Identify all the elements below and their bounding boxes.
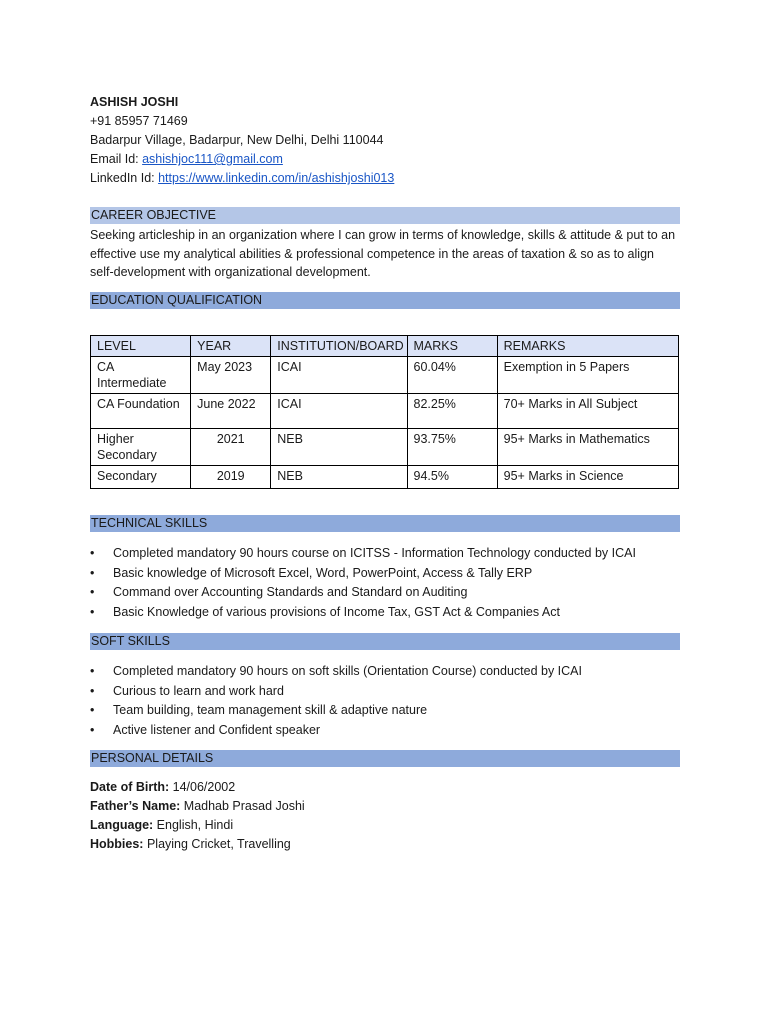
education-table [90,335,679,489]
linkedin-label: LinkedIn Id: [90,171,159,185]
date-of-birth-label: Date of Birth: [90,780,170,794]
hobbies-label: Hobbies: [90,837,144,851]
table-row [91,429,679,466]
list-item-text: Team building, team management skill & adaptive nature [113,703,428,717]
date-of-birth [90,778,235,797]
hobbies-value: Playing Cricket, Travelling [143,837,291,851]
table-row [91,394,679,429]
cell-institution: ICAI [271,394,407,429]
bullet-icon: • [90,683,95,698]
career-objective-text: Seeking articleship in an organization where I can grow in terms of knowledge, skills & attitude & put to an effective use my analytical abilities & professional competence in the areas of taxation & so as to align self-development with organizational development. [90,228,676,279]
language-label: Language: [90,818,154,832]
linkedin-link[interactable]: https://www.linkedin.com/in/ashishjoshi013 [158,171,395,185]
list-item [90,682,680,702]
list-item-text: Command over Accounting Standards and Standard on Auditing [113,585,468,599]
email-label: Email Id: [90,152,143,166]
fathers-name-value: Madhab Prasad Joshi [180,799,305,813]
language-value: English, Hindi [153,818,234,832]
list-item-text: Active listener and Confident speaker [113,722,321,737]
bullet-icon: • [90,722,95,737]
phone-number: +91 85957 71469 [90,114,188,128]
table-row [91,357,679,394]
cell-marks: 82.25% [407,394,497,429]
cell-year: June 2022 [191,394,271,429]
fathers-name-label: Father’s Name: [90,799,181,813]
cell-remarks: 95+ Marks in Mathematics [497,429,678,466]
column-header-year: YEAR [191,336,271,357]
list-item-text: Curious to learn and work hard [113,683,284,698]
bullet-icon: • [90,585,95,599]
cell-level: Secondary [91,466,191,489]
cell-year: May 2023 [191,357,271,394]
bullet-icon: • [90,703,95,717]
bullet-icon: • [90,546,95,560]
bullet-icon: • [90,664,95,678]
cell-marks: 94.5% [407,466,497,489]
language [90,816,233,835]
cell-marks: 93.75% [407,429,497,466]
list-item [90,662,680,682]
column-header-remarks: REMARKS [497,336,678,357]
list-item [90,721,680,741]
list-item-text: Completed mandatory 90 hours on soft skills (Orientation Course) conducted by ICAI [113,664,582,678]
fathers-name [90,797,305,816]
list-item-text: Completed mandatory 90 hours course on ICITSS - Information Technology conducted by ICAI [113,546,636,560]
cell-year: 2019 [191,466,271,489]
email-line [90,151,283,167]
cell-institution: NEB [271,429,407,466]
list-item [90,544,680,564]
address: Badarpur Village, Badarpur, New Delhi, Delhi 110044 [90,133,384,147]
linkedin-line [90,170,394,186]
soft-skills-heading: SOFT SKILLS [90,633,680,650]
cell-institution: ICAI [271,357,407,394]
list-item-text: Basic Knowledge of various provisions of Income Tax, GST Act & Companies Act [113,604,560,619]
list-item-text: Basic knowledge of Microsoft Excel, Word, PowerPoint, Access & Tally ERP [113,565,533,580]
list-item [90,701,680,721]
bullet-icon: • [90,565,95,580]
cell-remarks: 70+ Marks in All Subject [497,394,678,429]
personal-details-heading: PERSONAL DETAILS [90,750,680,767]
career-objective-heading: CAREER OBJECTIVE [90,207,680,224]
technical-skills-list [90,544,680,622]
hobbies [90,835,291,854]
column-header-marks: MARKS [407,336,497,357]
cell-year: 2021 [191,429,271,466]
column-header-level: LEVEL [91,336,191,357]
resume-page [90,0,680,1024]
education-heading: EDUCATION QUALIFICATION [90,292,680,309]
cell-institution: NEB [271,466,407,489]
technical-skills-heading: TECHNICAL SKILLS [90,515,680,532]
list-item [90,564,680,584]
bullet-icon: • [90,604,95,619]
cell-marks: 60.04% [407,357,497,394]
list-item [90,583,680,603]
education-table-header-row [91,336,679,357]
candidate-name: ASHISH JOSHI [90,95,179,109]
cell-level: CA Foundation [91,394,191,429]
email-link[interactable]: ashishjoc111@gmail.com [142,152,283,166]
column-header-institution: INSTITUTION/BOARD [271,336,407,357]
table-row [91,466,679,489]
cell-level: Higher Secondary [91,429,191,466]
list-item [90,603,680,623]
cell-remarks: 95+ Marks in Science [497,466,678,489]
cell-level: CA Intermediate [91,357,191,394]
date-of-birth-value: 14/06/2002 [169,780,236,794]
cell-remarks: Exemption in 5 Papers [497,357,678,394]
soft-skills-list [90,662,680,740]
